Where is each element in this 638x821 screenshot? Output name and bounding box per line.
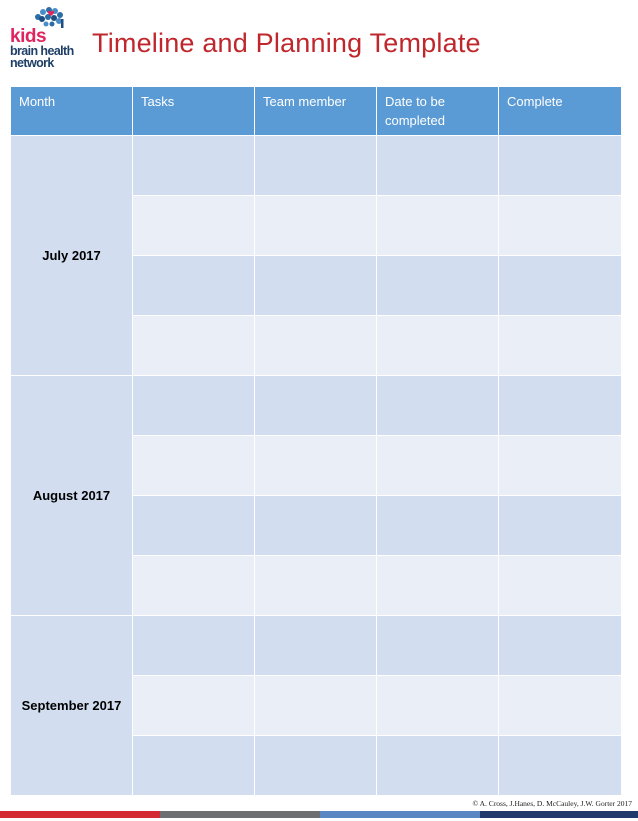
- logo-network-text: network: [10, 56, 54, 70]
- header-date-to-be-completed: Date to be completed: [377, 87, 499, 136]
- team-member-cell[interactable]: [255, 136, 377, 196]
- copyright-text: © A. Cross, J.Hanes, D. McCauley, J.W. Gorter 2017: [472, 799, 632, 808]
- header-month: Month: [11, 87, 133, 136]
- stripe-blue: [320, 811, 480, 818]
- task-cell[interactable]: [133, 376, 255, 436]
- logo: [10, 5, 80, 70]
- stripe-gray: [160, 811, 320, 818]
- date-cell[interactable]: [377, 436, 499, 496]
- team-member-cell[interactable]: [255, 436, 377, 496]
- team-member-cell[interactable]: [255, 556, 377, 616]
- team-member-cell[interactable]: [255, 736, 377, 796]
- complete-cell[interactable]: [499, 376, 622, 436]
- complete-cell[interactable]: [499, 196, 622, 256]
- task-cell[interactable]: [133, 496, 255, 556]
- team-member-cell[interactable]: [255, 616, 377, 676]
- task-cell[interactable]: [133, 736, 255, 796]
- date-cell[interactable]: [377, 736, 499, 796]
- complete-cell[interactable]: [499, 436, 622, 496]
- date-cell[interactable]: [377, 316, 499, 376]
- date-cell[interactable]: [377, 556, 499, 616]
- task-cell[interactable]: [133, 676, 255, 736]
- date-cell[interactable]: [377, 496, 499, 556]
- complete-cell[interactable]: [499, 556, 622, 616]
- logo-kids-text: kids: [10, 26, 47, 47]
- logo-brain-health-text: brain health: [10, 44, 74, 58]
- team-member-cell[interactable]: [255, 316, 377, 376]
- task-cell[interactable]: [133, 436, 255, 496]
- complete-cell[interactable]: [499, 136, 622, 196]
- task-cell[interactable]: [133, 556, 255, 616]
- team-member-cell[interactable]: [255, 676, 377, 736]
- team-member-cell[interactable]: [255, 376, 377, 436]
- footer-color-stripes: [0, 811, 638, 818]
- team-member-cell[interactable]: [255, 256, 377, 316]
- task-cell[interactable]: [133, 196, 255, 256]
- header-row: [11, 87, 622, 136]
- month-cell-july: July 2017: [11, 136, 133, 376]
- table-row: [11, 616, 622, 676]
- task-cell[interactable]: [133, 136, 255, 196]
- team-member-cell[interactable]: [255, 196, 377, 256]
- team-member-cell[interactable]: [255, 496, 377, 556]
- complete-cell[interactable]: [499, 256, 622, 316]
- header-complete: Complete: [499, 87, 622, 136]
- date-cell[interactable]: [377, 256, 499, 316]
- complete-cell[interactable]: [499, 736, 622, 796]
- month-cell-september: September 2017: [11, 616, 133, 796]
- table-row: [11, 136, 622, 196]
- table-row: [11, 376, 622, 436]
- month-cell-august: August 2017: [11, 376, 133, 616]
- page-title: Timeline and Planning Template: [92, 28, 481, 58]
- header-tasks: Tasks: [133, 87, 255, 136]
- planning-table: [10, 86, 622, 796]
- stripe-navy: [480, 811, 638, 818]
- date-cell[interactable]: [377, 136, 499, 196]
- date-cell[interactable]: [377, 676, 499, 736]
- header-team-member: Team member: [255, 87, 377, 136]
- date-cell[interactable]: [377, 376, 499, 436]
- task-cell[interactable]: [133, 616, 255, 676]
- task-cell[interactable]: [133, 316, 255, 376]
- complete-cell[interactable]: [499, 616, 622, 676]
- stripe-red: [0, 811, 160, 818]
- task-cell[interactable]: [133, 256, 255, 316]
- date-cell[interactable]: [377, 616, 499, 676]
- complete-cell[interactable]: [499, 316, 622, 376]
- complete-cell[interactable]: [499, 496, 622, 556]
- date-cell[interactable]: [377, 196, 499, 256]
- complete-cell[interactable]: [499, 676, 622, 736]
